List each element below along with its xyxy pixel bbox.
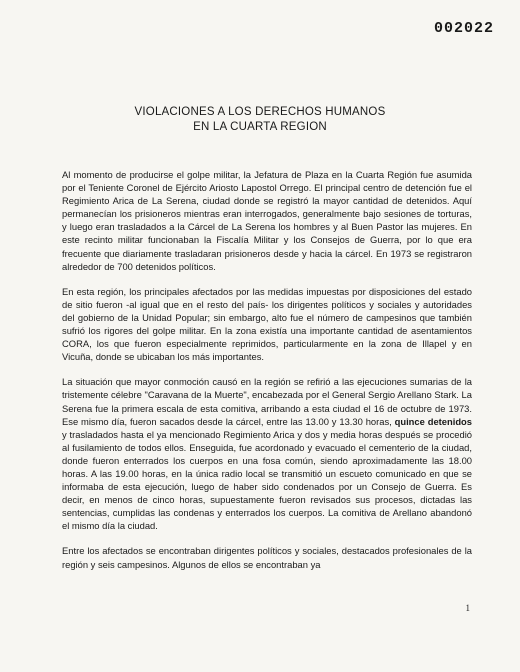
document-body — [62, 168, 472, 583]
paragraph-3 — [62, 375, 472, 532]
document-title — [0, 105, 520, 135]
paragraph-3-text-a: La situación que mayor conmoción causó en la región se refirió a las ejecuciones sumarias de la tristemente célebre "Caravana de la Muerte", encabezada por el General Sergio Arellano Stark. La Serena fue la primera escala de esta comitiva, arribando a esta ciudad el 16 de octubre de 1973. Ese mismo día, fueron sacados desde la cárcel, entre las 13.00 y 13.30 horas, — [62, 376, 472, 427]
title-line-1: VIOLACIONES A LOS DERECHOS HUMANOS — [134, 106, 386, 118]
document-number: 002022 — [433, 20, 494, 37]
paragraph-2: En esta región, los principales afectados por las medidas impuestas por disposiciones del estado de sitio fueron -al igual que en el resto del país- los dirigentes políticos y sociales y autoridades del gobierno de la Unidad Popular; sin embargo, alto fue el número de campesinos que también sufrió los rigores del golpe militar. En la zona existía una importante cantidad de asentamientos CORA, los que fueron especialmente reprimidos, particularmente en la zona de Illapel y en Vicuña, donde se ubicaban los más importantes. — [62, 285, 472, 363]
paragraph-3-bold-text: quince detenidos — [394, 415, 472, 427]
paragraph-3-text-b: y trasladados hasta el ya mencionado Regimiento Arica y dos y media horas después se procedió al fusilamiento de todos ellos. Enseguida, fue acordonado y evacuado el cementerio de la ciudad, donde fueron enterrados los cuerpos en una fosa común, siendo aproximadamente las 18.00 horas. A las 19.00 horas, en la única radio local se transmitió un escueto comunicado en que se informaba de esta ejecución, luego de haber sido condenados por un Consejo de Guerra. Es decir, en menos de cinco horas, supuestamente fueron revisados sus procesos, dictadas las sentencias, cumplidas las condenas y enterrados los cuerpos. La comitiva de Arellano abandonó el mismo día la ciudad. — [62, 428, 472, 532]
page-number: 1 — [465, 603, 470, 613]
title-line-2: EN LA CUARTA REGION — [193, 121, 327, 133]
paragraph-4: Entre los afectados se encontraban dirigentes políticos y sociales, destacados profesionales de la región y seis campesinos. Algunos de ellos se encontraban ya — [62, 545, 472, 570]
paragraph-1: Al momento de producirse el golpe militar, la Jefatura de Plaza en la Cuarta Región fue asumida por el Teniente Coronel de Ejército Ariosto Lapostol Orrego. El principal centro de detención fue el Regimiento Arica de La Serena, ciudad donde se registró la mayor cantidad de detenidos. Aquí permanecían los prisioneros mientras eran interrogados, generalmente bajo sesiones de torturas, y luego eran trasladados a la Cárcel de La Serena los hombres y al Buen Pastor las mujeres. En este recinto militar funcionaban la Fiscalía Militar y los Consejos de Guerra, por lo que era frecuente que diariamente trasladaran prisioneros desde y hacia la cárcel. En 1973 se registraron alrededor de 700 detenidos políticos. — [62, 169, 472, 272]
